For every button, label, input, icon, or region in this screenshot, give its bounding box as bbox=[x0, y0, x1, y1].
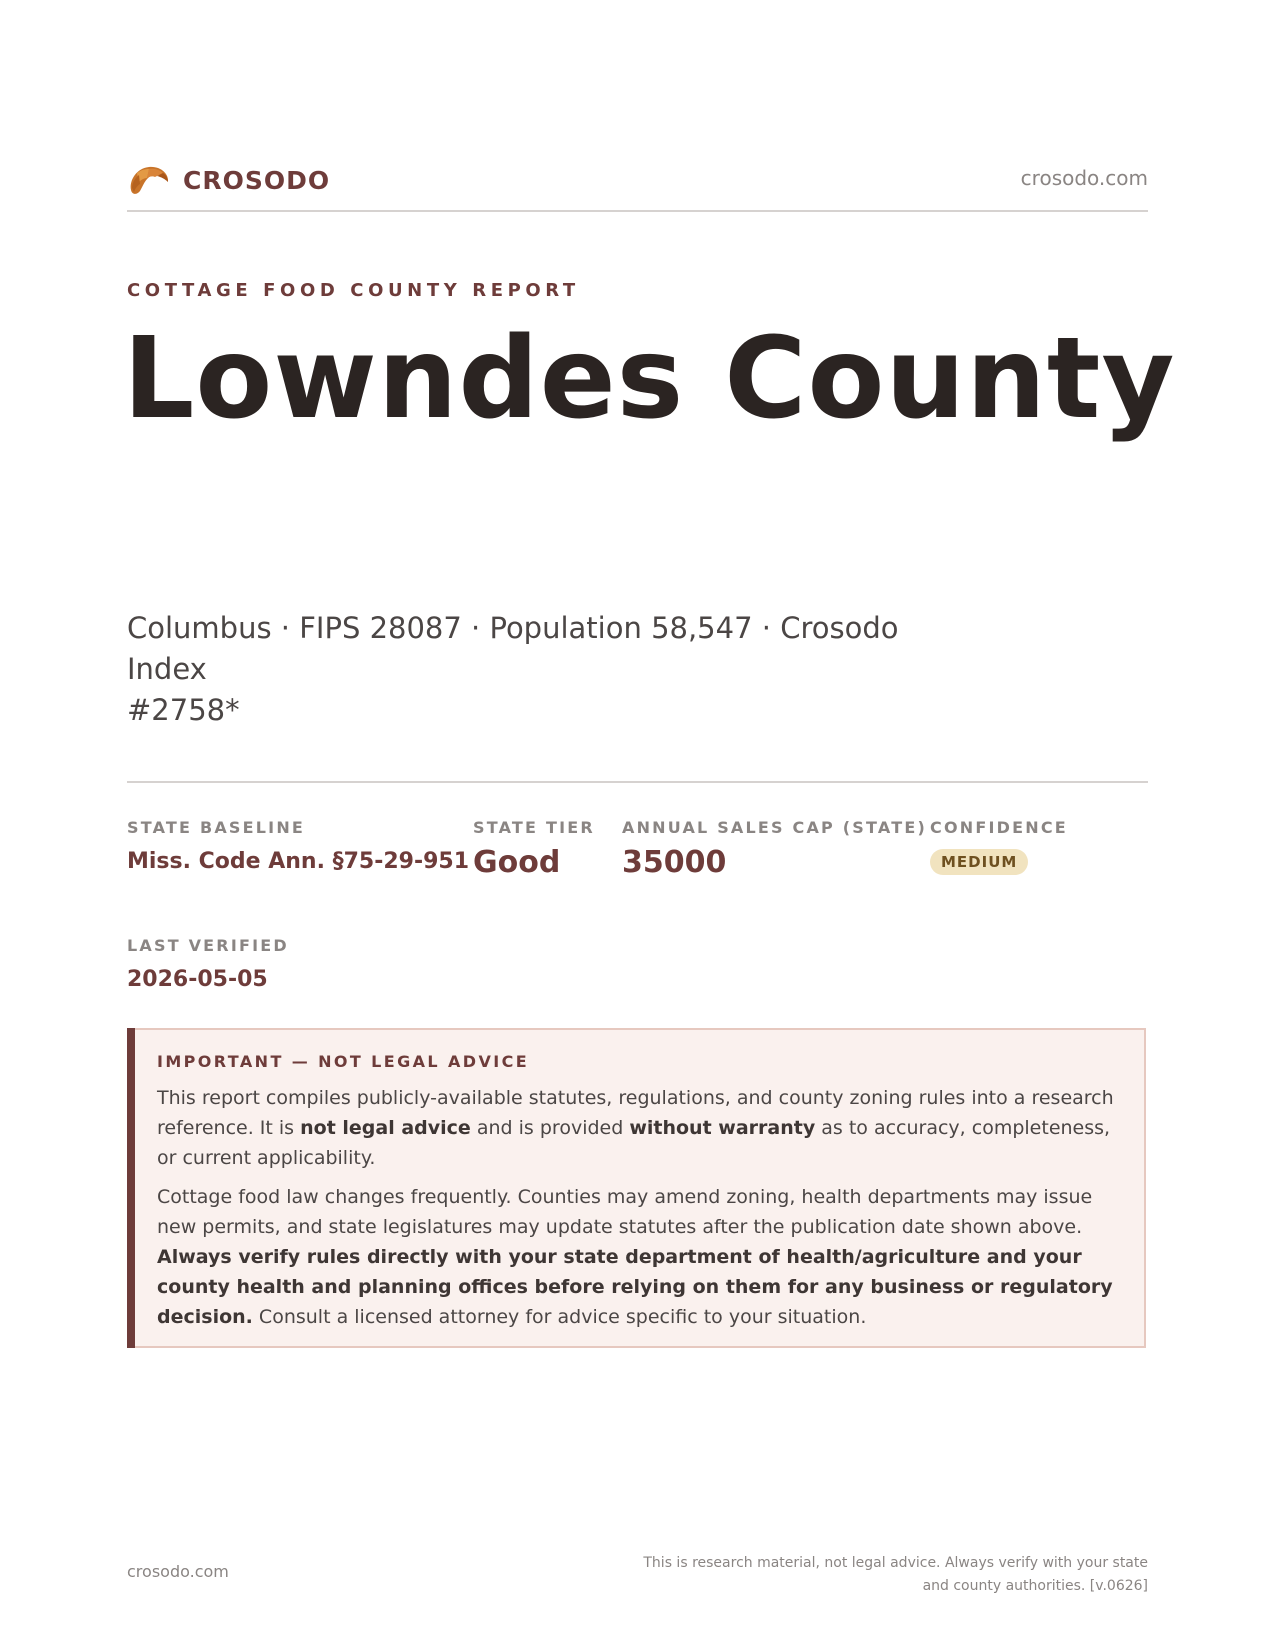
brand[interactable] bbox=[127, 160, 330, 200]
meta-label: LAST VERIFIED bbox=[127, 936, 289, 955]
meta-label: ANNUAL SALES CAP (STATE) bbox=[622, 818, 927, 837]
notice-title: IMPORTANT — NOT LEGAL ADVICE bbox=[157, 1052, 530, 1071]
meta-last-verified bbox=[127, 936, 289, 992]
meta-label: STATE BASELINE bbox=[127, 818, 306, 837]
brand-name: CROSODO bbox=[183, 165, 331, 195]
subtitle-line-1: Columbus · FIPS 28087 · Population 58,547 · Crosodo Index bbox=[127, 611, 899, 686]
meta-label: STATE TIER bbox=[473, 818, 595, 837]
notice-accent-bar bbox=[127, 1028, 135, 1348]
meta-state-baseline bbox=[127, 818, 469, 874]
subtitle-line-2: #2758* bbox=[127, 693, 240, 727]
croissant-icon bbox=[127, 160, 171, 200]
footer-site-link[interactable]: crosodo.com bbox=[127, 1562, 229, 1581]
meta-label: CONFIDENCE bbox=[930, 818, 1068, 837]
section-divider bbox=[127, 781, 1148, 783]
meta-sales-cap bbox=[622, 818, 927, 880]
footer-disclaimer-line-2: and county authorities. [v.0626] bbox=[922, 1578, 1148, 1594]
report-subtitle bbox=[127, 608, 987, 731]
footer-disclaimer-line-1: This is research material, not legal advice. Always verify with your state bbox=[643, 1555, 1148, 1571]
notice-paragraph-2: Cottage food law changes frequently. Counties may amend zoning, health departments may issue new permits, and state legislatures may update statutes after the publication date shown above. Always verify rules directly with your state department of health/agriculture and your county health and planning offices before relying on them for any business or regulatory decision. Consult a licensed attorney for advice specific to your situation. bbox=[157, 1186, 1113, 1328]
meta-state-tier bbox=[473, 818, 595, 880]
meta-value: 35000 bbox=[622, 845, 727, 880]
meta-value: Miss. Code Ann. §75-29-951 bbox=[127, 849, 470, 874]
notice-paragraph-1: This report compiles publicly-available statutes, regulations, and county zoning rules into a research reference. It is not legal advice and is provided without warranty as to accuracy, completeness, or current applicability. bbox=[157, 1087, 1114, 1169]
report-eyebrow: COTTAGE FOOD COUNTY REPORT bbox=[127, 280, 580, 301]
legal-notice bbox=[127, 1028, 1146, 1348]
page-title: Lowndes County bbox=[123, 314, 1176, 444]
site-link[interactable]: crosodo.com bbox=[1020, 166, 1148, 190]
page-header bbox=[127, 156, 1148, 212]
confidence-badge: MEDIUM bbox=[930, 849, 1028, 875]
footer-disclaimer bbox=[628, 1552, 1148, 1598]
report-page bbox=[123, 0, 1176, 1650]
meta-value: Good bbox=[473, 845, 561, 880]
meta-confidence bbox=[930, 818, 1068, 875]
meta-value: 2026-05-05 bbox=[127, 967, 268, 992]
